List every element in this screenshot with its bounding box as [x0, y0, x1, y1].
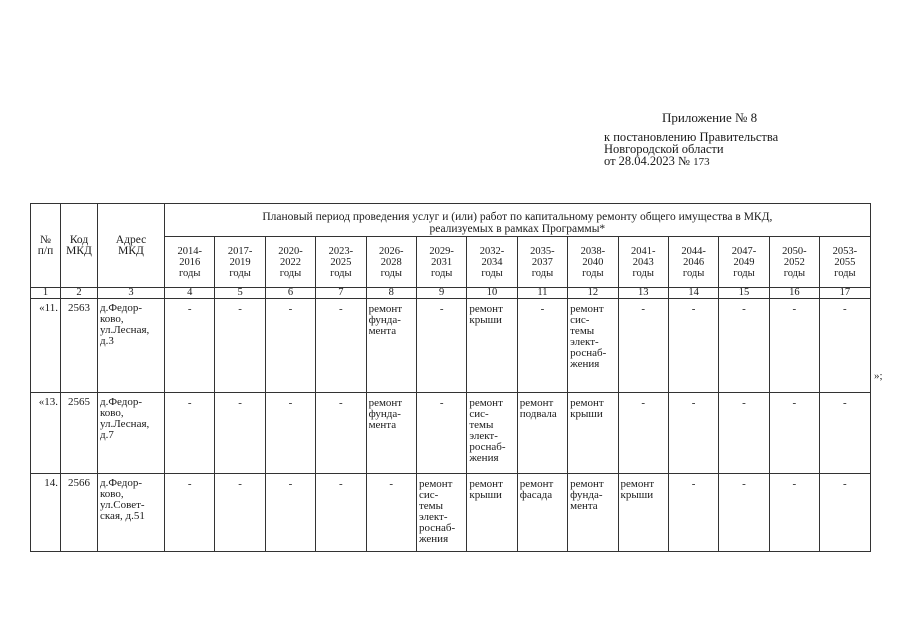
work-cell: -	[719, 393, 769, 474]
header-period-13: 2053- 2055 годы	[820, 237, 871, 288]
work-cell: -	[769, 299, 819, 393]
building-address: д.Федор- ково, ул.Совет- ская, д.51	[98, 474, 165, 552]
work-cell: ремонт крыши	[467, 299, 517, 393]
column-number-14: 14	[668, 288, 718, 299]
header-row-column-numbers	[31, 288, 871, 299]
header-period-11: 2047- 2049 годы	[719, 237, 769, 288]
work-cell: -	[820, 299, 871, 393]
column-number-7: 7	[316, 288, 366, 299]
work-cell: -	[316, 474, 366, 552]
column-number-3: 3	[98, 288, 165, 299]
work-cell: -	[165, 393, 215, 474]
decree-number: 173	[693, 156, 710, 168]
header-period-0: 2014- 2016 годы	[165, 237, 215, 288]
header-code: Код МКД	[61, 204, 98, 288]
work-cell: -	[366, 474, 416, 552]
work-cell: -	[215, 393, 265, 474]
work-cell: ремонт фунда- мента	[568, 474, 618, 552]
header-period-5: 2029- 2031 годы	[416, 237, 466, 288]
work-cell: ремонт подвала	[517, 393, 567, 474]
column-number-1: 1	[31, 288, 61, 299]
work-cell: ремонт фасада	[517, 474, 567, 552]
work-cell: -	[618, 393, 668, 474]
header-period-10: 2044- 2046 годы	[668, 237, 718, 288]
work-cell: ремонт крыши	[618, 474, 668, 552]
work-cell: -	[517, 299, 567, 393]
work-cell: -	[265, 474, 315, 552]
header-period-6: 2032- 2034 годы	[467, 237, 517, 288]
column-number-16: 16	[769, 288, 819, 299]
appendix-title: Приложение № 8	[662, 110, 758, 125]
table-row	[31, 393, 871, 474]
work-cell: ремонт сис- темы элект- роснаб- жения	[416, 474, 466, 552]
column-number-13: 13	[618, 288, 668, 299]
work-cell: ремонт сис- темы элект- роснаб- жения	[467, 393, 517, 474]
row-number: «11.	[31, 299, 61, 393]
header-period-3: 2023- 2025 годы	[316, 237, 366, 288]
column-number-4: 4	[165, 288, 215, 299]
header-planned-period: Плановый период проведения услуг и (или) работ по капитальному ремонту общего имущества в МКД, реализуемых в рамках Программы*	[165, 204, 871, 237]
header-period-1: 2017- 2019 годы	[215, 237, 265, 288]
column-number-5: 5	[215, 288, 265, 299]
header-period-8: 2038- 2040 годы	[568, 237, 618, 288]
column-number-17: 17	[820, 288, 871, 299]
work-cell: -	[668, 474, 718, 552]
column-number-9: 9	[416, 288, 466, 299]
work-cell: -	[416, 299, 466, 393]
header-period-4: 2026- 2028 годы	[366, 237, 416, 288]
work-cell: -	[719, 474, 769, 552]
decree-line-2: Новгородской области	[604, 142, 724, 156]
capital-repair-program-table	[30, 203, 871, 552]
table-body	[31, 299, 871, 552]
work-cell: ремонт крыши	[568, 393, 618, 474]
building-code: 2566	[61, 474, 98, 552]
work-cell: ремонт фунда- мента	[366, 299, 416, 393]
header-no: № п/п	[31, 204, 61, 288]
building-address: д.Федор- ково, ул.Лесная, д.7	[98, 393, 165, 474]
work-cell: -	[618, 299, 668, 393]
work-cell: -	[316, 299, 366, 393]
column-number-6: 6	[265, 288, 315, 299]
work-cell: -	[668, 393, 718, 474]
column-number-15: 15	[719, 288, 769, 299]
work-cell: -	[820, 474, 871, 552]
column-number-8: 8	[366, 288, 416, 299]
building-address: д.Федор- ково, ул.Лесная, д.3	[98, 299, 165, 393]
work-cell: -	[416, 393, 466, 474]
row-number: «13.	[31, 393, 61, 474]
work-cell: ремонт крыши	[467, 474, 517, 552]
row-number: 14.	[31, 474, 61, 552]
table-row	[31, 474, 871, 552]
header-period-2: 2020- 2022 годы	[265, 237, 315, 288]
work-cell: -	[165, 299, 215, 393]
work-cell: -	[820, 393, 871, 474]
column-number-11: 11	[517, 288, 567, 299]
work-cell: -	[215, 299, 265, 393]
work-cell: -	[668, 299, 718, 393]
work-cell: -	[719, 299, 769, 393]
building-code: 2565	[61, 393, 98, 474]
header-row-main	[31, 204, 871, 237]
decree-line-1: к постановлению Правительства	[604, 130, 779, 144]
work-cell: -	[265, 393, 315, 474]
work-cell: -	[769, 393, 819, 474]
work-cell: ремонт фунда- мента	[366, 393, 416, 474]
decree-line-3	[604, 155, 778, 168]
decree-reference	[604, 131, 778, 168]
header-period-9: 2041- 2043 годы	[618, 237, 668, 288]
column-number-12: 12	[568, 288, 618, 299]
header-address: Адрес МКД	[98, 204, 165, 288]
work-cell: -	[215, 474, 265, 552]
work-cell: -	[265, 299, 315, 393]
work-cell: -	[316, 393, 366, 474]
table-row	[31, 299, 871, 393]
decree-date: от 28.04.2023 №	[604, 154, 690, 168]
building-code: 2563	[61, 299, 98, 393]
work-cell: -	[769, 474, 819, 552]
closing-quote-mark: »;	[874, 370, 883, 382]
header-period-7: 2035- 2037 годы	[517, 237, 567, 288]
header-period-12: 2050- 2052 годы	[769, 237, 819, 288]
work-cell: -	[165, 474, 215, 552]
column-number-10: 10	[467, 288, 517, 299]
work-cell: ремонт сис- темы элект- роснаб- жения	[568, 299, 618, 393]
column-number-2: 2	[61, 288, 98, 299]
